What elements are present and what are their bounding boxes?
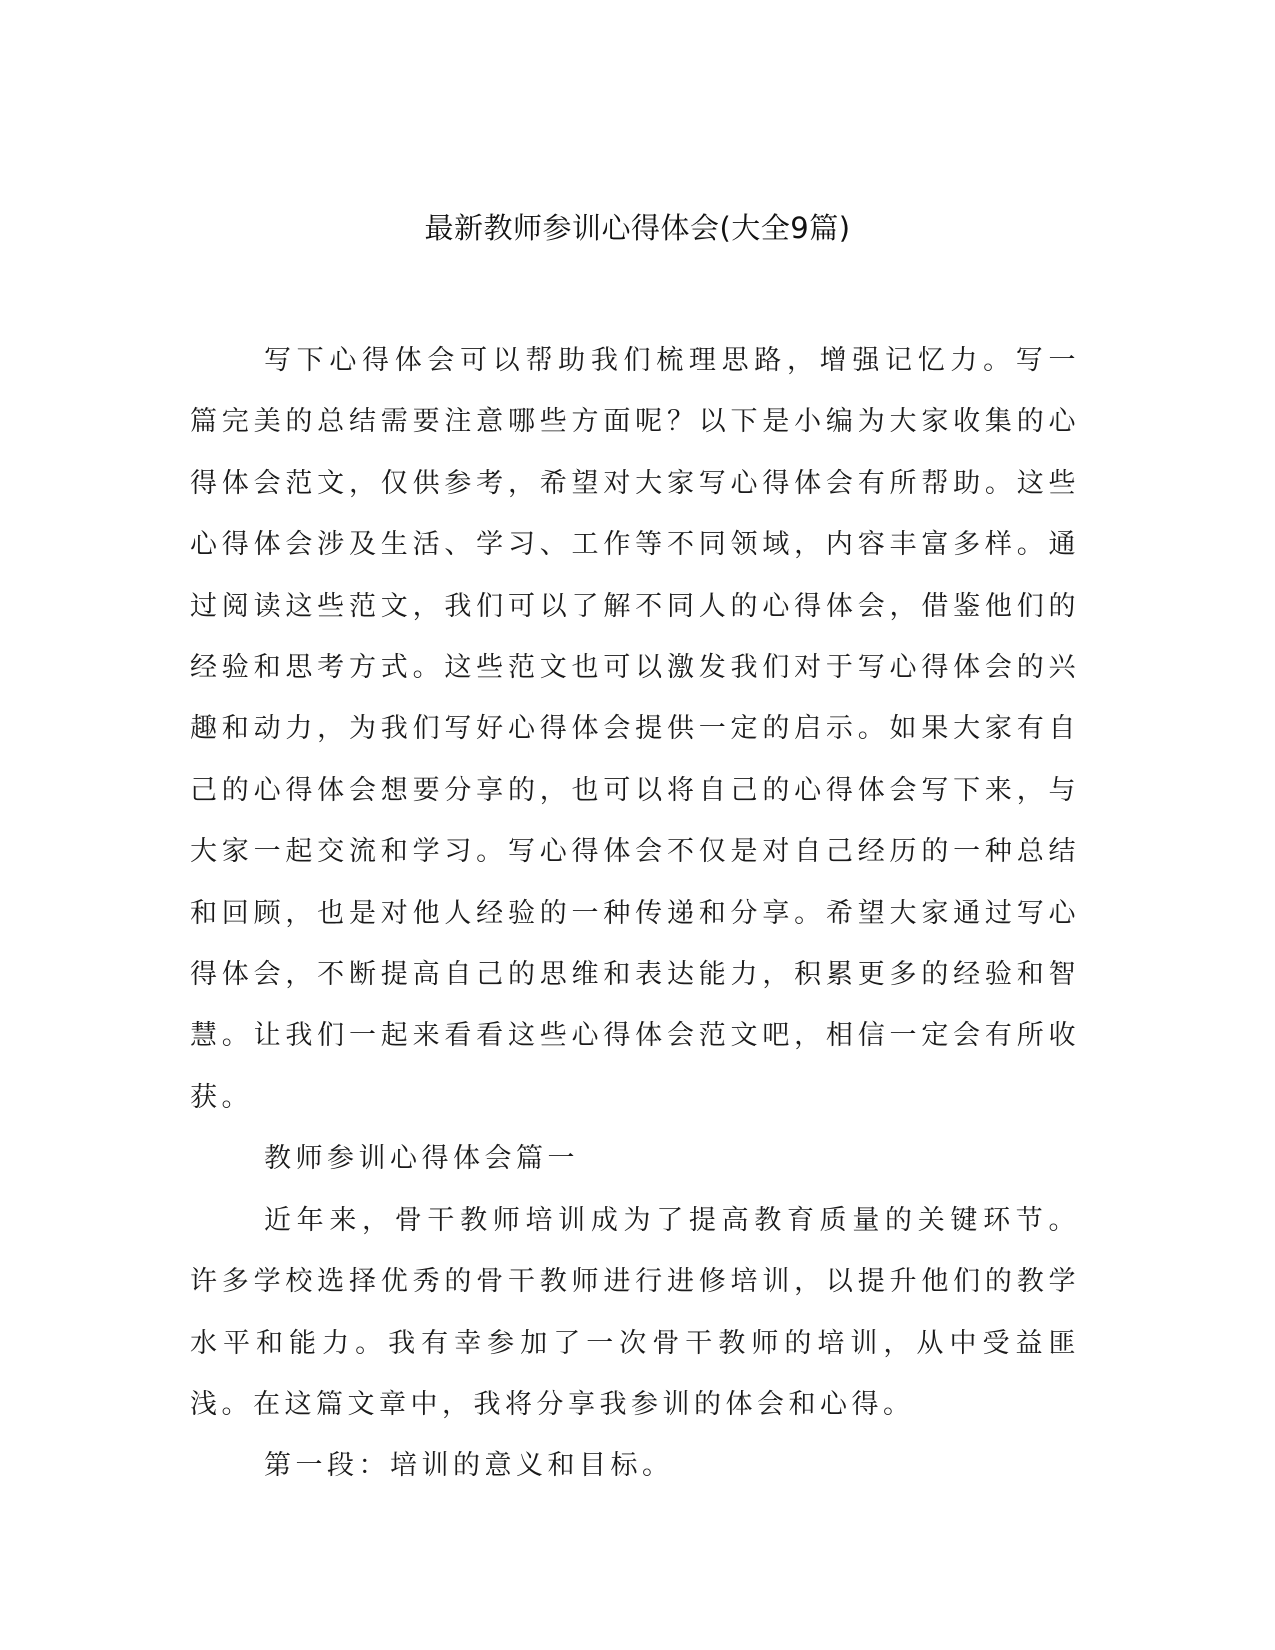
document-title: 最新教师参训心得体会(大全9篇) — [424, 211, 851, 245]
document-body — [190, 330, 1080, 1497]
intro-paragraph: 写下心得体会可以帮助我们梳理思路，增强记忆力。写一篇完美的总结需要注意哪些方面呢？以下是小编为大家收集的心得体会范文，仅供参考，希望对大家写心得体会有所帮助。这些心得体会涉及生活、学习、工作等不同领域，内容丰富多样。通过阅读这些范文，我们可以了解不同人的心得体会，借鉴他们的经验和思考方式。这些范文也可以激发我们对于写心得体会的兴趣和动力，为我们写好心得体会提供一定的启示。如果大家有自己的心得体会想要分享的，也可以将自己的心得体会写下来，与大家一起交流和学习。写心得体会不仅是对自己经历的一种总结和回顾，也是对他人经验的一种传递和分享。希望大家通过写心得体会，不断提高自己的思维和表达能力，积累更多的经验和智慧。让我们一起来看看这些心得体会范文吧，相信一定会有所收获。 — [190, 345, 1080, 1113]
body-paragraph: 近年来，骨干教师培训成为了提高教育质量的关键环节。许多学校选择优秀的骨干教师进行进修培训，以提升他们的教学水平和能力。我有幸参加了一次骨干教师的培训，从中受益匪浅。在这篇文章中，我将分享我参训的体会和心得。 — [190, 1204, 1080, 1420]
subsection-heading: 第一段：培训的意义和目标。 — [264, 1450, 674, 1482]
section-heading: 教师参训心得体会篇一 — [264, 1143, 579, 1175]
